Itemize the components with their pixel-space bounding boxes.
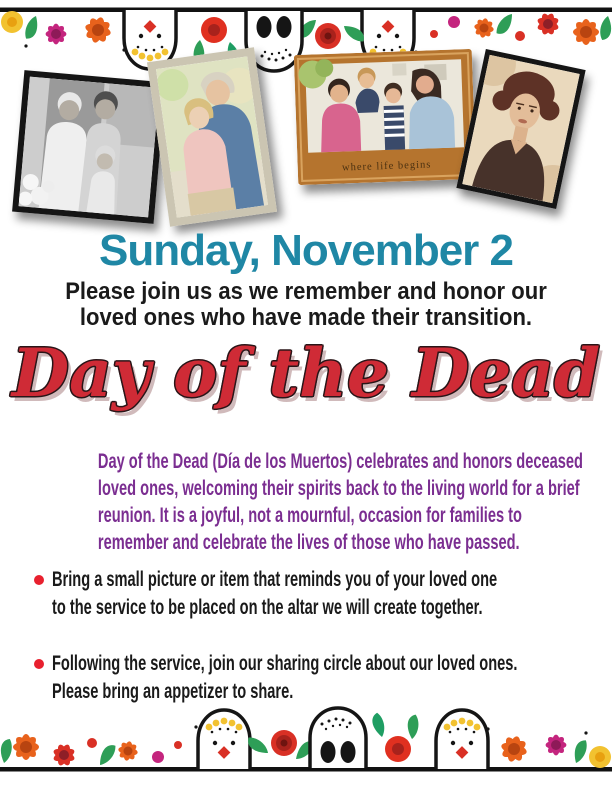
photo-older-couple <box>147 47 277 226</box>
description-line-2: loved ones, welcoming their spirits back to the living world for a brief <box>97 476 580 500</box>
event-description <box>0 448 612 556</box>
list-item <box>36 650 596 705</box>
older-couple-illustration <box>156 56 268 217</box>
photo-bw-family <box>12 70 166 224</box>
description-line-1: Day of the Dead (Día de los Muertos) celebrates and honors deceased <box>97 449 583 473</box>
intro-line-1: Please join us as we remember and honor our <box>65 278 547 305</box>
event-title: Day of the Dead <box>11 334 601 412</box>
photo-family-wood-frame <box>294 49 476 185</box>
bullet1-line-2: to the service to be placed on the altar we will create together. <box>52 594 483 619</box>
portrait-woman-illustration <box>462 55 579 203</box>
description-line-3: reunion. It is a joyful, not a mournful, occasion for families to <box>97 503 522 527</box>
bullet-dot-icon <box>34 575 44 585</box>
intro-text <box>0 279 612 331</box>
list-item <box>36 566 596 621</box>
frame-caption: where life begins <box>341 159 432 174</box>
description-line-4: remember and celebrate the lives of those who have passed. <box>97 530 520 554</box>
bullet1-line-1: Bring a small picture or item that reminds you of your loved one <box>52 567 498 591</box>
bullet2-line-2: Please bring an appetizer to share. <box>52 678 294 703</box>
floral-border-bottom <box>0 705 612 775</box>
bullet2-line-1: Following the service, join our sharing circle about our loved ones. <box>52 651 518 675</box>
garland <box>0 708 612 772</box>
bullet-dot-icon <box>34 659 44 669</box>
family-frame-illustration <box>294 49 476 185</box>
event-date: Sunday, November 2 <box>99 226 513 275</box>
intro-line-2: loved ones who have made their transition. <box>79 304 533 331</box>
bw-family-illustration <box>19 77 160 218</box>
